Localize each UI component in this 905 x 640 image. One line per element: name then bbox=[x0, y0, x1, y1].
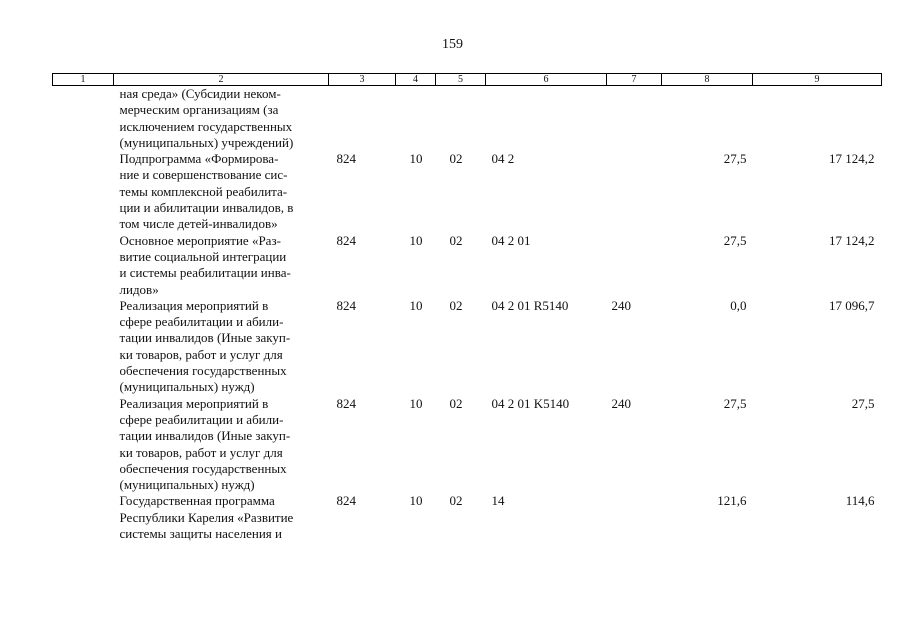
cell-subsection: 02 bbox=[449, 297, 463, 313]
cell-section: 10 bbox=[409, 395, 423, 411]
cell-amount-2: 27,5 bbox=[851, 395, 875, 411]
cell-subsection: 02 bbox=[449, 395, 463, 411]
cell-amount-2: 17 124,2 bbox=[829, 232, 875, 248]
table-row bbox=[53, 86, 882, 152]
cell-expense-type: 240 bbox=[611, 395, 631, 411]
cell-col-1 bbox=[53, 233, 114, 298]
cell-target-article: 14 bbox=[491, 493, 505, 509]
cell-code-chief: 824 bbox=[336, 151, 356, 167]
table-header bbox=[53, 74, 882, 86]
item-name-line: Реализация мероприятий в bbox=[119, 297, 269, 313]
table-body bbox=[53, 86, 882, 543]
header-row bbox=[53, 74, 882, 86]
cell-target-article: 04 2 bbox=[491, 151, 515, 167]
header-col-7: 7 bbox=[607, 74, 662, 86]
table-row bbox=[53, 151, 882, 232]
item-name-line: системы защиты населения и bbox=[119, 526, 282, 542]
table-row bbox=[53, 493, 882, 542]
header-col-8: 8 bbox=[662, 74, 753, 86]
cell-target-article bbox=[486, 86, 607, 152]
cell-amount-1: 0,0 bbox=[730, 297, 747, 313]
item-name-line: Основное мероприятие «Раз- bbox=[119, 232, 281, 248]
cell-subsection: 02 bbox=[449, 232, 463, 248]
cell-col-1 bbox=[53, 86, 114, 152]
cell-code-chief: 824 bbox=[336, 493, 356, 509]
table-row bbox=[53, 396, 882, 494]
header-col-4: 4 bbox=[396, 74, 436, 86]
item-name-line: Республики Карелия «Развитие bbox=[119, 509, 294, 525]
item-name-line: тации инвалидов (Иные закуп- bbox=[119, 330, 291, 346]
cell-amount-2: 17 096,7 bbox=[829, 297, 875, 313]
header-col-2: 2 bbox=[114, 74, 329, 86]
cell-amount-2: 114,6 bbox=[845, 493, 875, 509]
cell-target-article: 04 2 01 bbox=[491, 232, 531, 248]
item-name-line: мерческим организациям (за bbox=[119, 102, 279, 118]
item-name-line: том числе детей-инвалидов» bbox=[119, 216, 278, 232]
header-col-3: 3 bbox=[329, 74, 396, 86]
header-col-6: 6 bbox=[486, 74, 607, 86]
cell-target-article: 04 2 01 R5140 bbox=[491, 297, 569, 313]
cell-amount-1: 27,5 bbox=[723, 395, 747, 411]
item-name-line: лидов» bbox=[119, 281, 159, 297]
cell-code-chief: 824 bbox=[336, 297, 356, 313]
budget-table bbox=[52, 73, 882, 542]
cell-section: 10 bbox=[409, 297, 423, 313]
item-name-line: (муниципальных) учреждений) bbox=[119, 134, 294, 150]
cell-section: 10 bbox=[409, 151, 423, 167]
item-name-line: темы комплексной реабилита- bbox=[119, 183, 288, 199]
cell-subsection bbox=[436, 86, 486, 152]
cell-code-chief: 824 bbox=[336, 232, 356, 248]
cell-code-chief: 824 bbox=[336, 395, 356, 411]
item-name-line: ная среда» (Субсидии неком- bbox=[119, 86, 281, 101]
item-name-line: ки товаров, работ и услуг для bbox=[119, 444, 283, 460]
page-number: 159 bbox=[442, 37, 463, 52]
item-name-line: сфере реабилитации и абили- bbox=[119, 411, 284, 427]
item-name-line: Государственная программа bbox=[119, 493, 275, 509]
cell-amount-1: 27,5 bbox=[723, 151, 747, 167]
cell-col-1 bbox=[53, 151, 114, 232]
cell-amount-1 bbox=[662, 86, 753, 152]
item-name-line: тации инвалидов (Иные закуп- bbox=[119, 428, 291, 444]
cell-section: 10 bbox=[409, 232, 423, 248]
item-name-line: Подпрограмма «Формирова- bbox=[119, 151, 279, 167]
item-name-line: обеспечения государственных bbox=[119, 363, 287, 379]
cell-expense-type bbox=[607, 86, 662, 152]
table-row bbox=[53, 298, 882, 396]
cell-expense-type bbox=[607, 151, 662, 232]
item-name-line: ние и совершенствование сис- bbox=[119, 167, 288, 183]
header-col-9: 9 bbox=[753, 74, 882, 86]
cell-col-1 bbox=[53, 493, 114, 542]
cell-col-1 bbox=[53, 396, 114, 494]
cell-item-name bbox=[114, 493, 329, 542]
item-name-line: исключением государственных bbox=[119, 118, 293, 134]
cell-amount-2 bbox=[753, 86, 882, 152]
header-col-1: 1 bbox=[53, 74, 114, 86]
table-row bbox=[53, 233, 882, 298]
item-name-line: ции и абилитации инвалидов, в bbox=[119, 200, 294, 216]
cell-expense-type bbox=[607, 493, 662, 542]
item-name-line: обеспечения государственных bbox=[119, 460, 287, 476]
cell-amount-1: 27,5 bbox=[723, 232, 747, 248]
item-name-line: витие социальной интеграции bbox=[119, 248, 287, 264]
cell-item-name bbox=[114, 86, 329, 152]
item-name-line: (муниципальных) нужд) bbox=[119, 379, 255, 395]
cell-expense-type bbox=[607, 233, 662, 298]
item-name-line: сфере реабилитации и абили- bbox=[119, 314, 284, 330]
cell-col-1 bbox=[53, 298, 114, 396]
cell-target-article: 04 2 01 K5140 bbox=[491, 395, 570, 411]
cell-expense-type: 240 bbox=[611, 297, 631, 313]
item-name-line: и системы реабилитации инва- bbox=[119, 265, 291, 281]
cell-item-name bbox=[114, 233, 329, 298]
cell-subsection: 02 bbox=[449, 493, 463, 509]
cell-item-name bbox=[114, 151, 329, 232]
cell-item-name bbox=[114, 396, 329, 494]
cell-subsection: 02 bbox=[449, 151, 463, 167]
header-col-5: 5 bbox=[436, 74, 486, 86]
cell-section bbox=[396, 86, 436, 152]
cell-code-chief bbox=[329, 86, 396, 152]
item-name-line: Реализация мероприятий в bbox=[119, 395, 269, 411]
cell-amount-1: 121,6 bbox=[717, 493, 747, 509]
cell-amount-2: 17 124,2 bbox=[829, 151, 875, 167]
item-name-line: (муниципальных) нужд) bbox=[119, 477, 255, 493]
item-name-line: ки товаров, работ и услуг для bbox=[119, 346, 283, 362]
cell-section: 10 bbox=[409, 493, 423, 509]
cell-item-name bbox=[114, 298, 329, 396]
